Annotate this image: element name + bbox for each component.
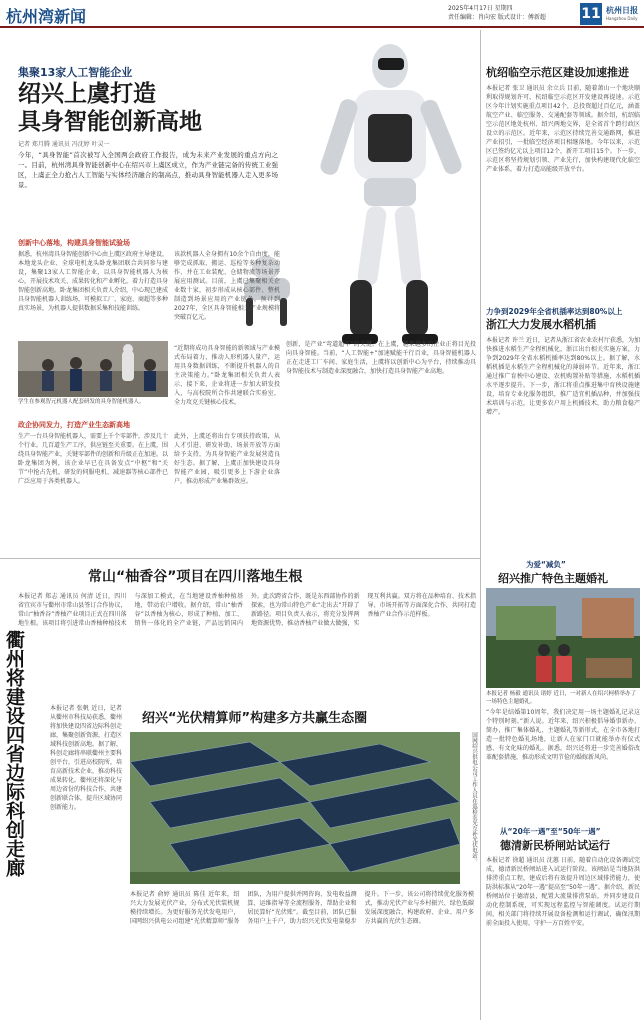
- right-mid-headline: 浙江大力发展水稻机插: [486, 318, 596, 331]
- lead-body-6: 创新，是产业“弯道超车”的关键。在上虞，越来越多的企业正将目光投向具身智能。当前，“人工智能+”加速赋能千行百业，具身智能机器人正在走进工厂车间、家庭生活，上虞将以创新中心为平台，持续推动具身智能技术与制造业深度融合，加快打造具身智能产业高地。: [286, 341, 476, 375]
- right-mid-body: 本报记者 许兰 近日，记者从浙江省农业农村厅获悉，为加快推进水稻生产全程机械化，浙江出台相关实施方案，力争到2029年全省水稻机插率达到80%以上。据了解，水稻机插是水稻生产全程机械化的薄弱环节。近年来，浙江通过推广育秧中心建设、农机购置补贴等措施，水稻机插水平逐步提升。下一步，浙江将重点推进集中育秧设施建设，培育专业化服务组织，推广适宜机插品种，并加强技术培训与示范，让更多农户用上机插技术，助力粮食稳产增产。: [486, 337, 640, 416]
- quzhou-headline: 衢州将建设四省边际科创走廊: [3, 630, 25, 877]
- lead-byline: 记者 郑月腾 通讯员 冯沈婷 叶灵一: [18, 141, 110, 148]
- masthead: [0, 0, 644, 28]
- right-wed-body: “今年是结婚第10周年，我们决定用一场主题婚礼记录这个特别时刻。”新人说。近年来，绍兴积极倡导婚事新办、简办，推广集体婚礼、主题婚礼等新形式，在全市各地打造一批特色婚礼场地，让新人在家门口就能举办有仪式感、有文化味的婚礼。据悉，绍兴还将进一步完善婚俗改革配套措施，推动形成文明节俭的婚嫁新风尚。: [486, 709, 640, 761]
- solar-headline: 绍兴“光伏精算师”构建多方共赢生态圈: [142, 711, 368, 726]
- lead-subhead-1: 创新中心落地，构建具身智能试验场: [18, 239, 130, 247]
- newspaper-logo-en: Hangzhou Daily: [606, 16, 638, 21]
- editor-credits: 责任编辑：肖向宏 版式设计：傅新超: [448, 14, 546, 21]
- middle-headline: 常山“柚香谷”项目在四川落地生根: [88, 569, 303, 585]
- wedding-caption: 本报记者 杨毅 通讯员 诸婷 近日，一对新人在绍兴柯桥举办了一场特色主题婚礼。: [486, 691, 636, 705]
- lead-body-1: 据悉，杭州湾具身智能创新中心由上虞区政府主导建设，本地龙头企业、全球电机龙头卧龙集团联合共同参与建设，集聚13家人工智能企业，以具身智能机器人为核心，开展技术攻关、成果转化和产业孵化，着力打造具身智能创新高地。卧龙集团相关负责人介绍，中心现已建成具身智能机器人训练场，可模拟工厂、家庭、商超等多种真实场景，为机器人提供数据采集和技能训练。: [18, 251, 168, 312]
- date-line: [448, 4, 574, 22]
- section-title: 杭州湾新闻: [6, 7, 87, 26]
- divider: [0, 558, 480, 559]
- right-top-body: 本报记者 张卫 通讯员 余立兵 目前，随着萧山一个地块顺利取得规划许可，杭绍临空示范区开发建设再提速。示范区今年计划实施重点项目42个，总投资超过百亿元，涵盖航空产业、临空服务、交通配套等领域。据介绍，杭绍临空示范区地处杭州、绍兴两地交界，是全省首个跨行政区设立的示范区。近年来，示范区持续完善交通路网，推进产业招引，一批临空经济项目相继落地。今年以来，示范区已签约亿元以上项目12个，新开工项目15个。下一步，示范区将坚持规划引领、产业先行，加快构建现代化临空产业体系，着力打造高能级开放平台。: [486, 85, 640, 173]
- right-top-headline: 杭绍临空示范区建设加速推进: [486, 66, 629, 79]
- right-wed-headline: 绍兴推广特色主题婚礼: [498, 572, 608, 585]
- divider: [480, 30, 481, 1020]
- lead-body-3: 该款机器人全身拥有10余个自由度，能够完成抓取、搬运、巡检等多种复杂动作，并在工业装配、仓储物流等场景开展应用测试。目前，上虞已集聚相关企业数十家，初步形成从核心部件、整机制造到场景应用的产业链条，预计到2027年，全区具身智能相关产业规模将突破百亿元。: [174, 251, 280, 321]
- lead-body-5: 此外，上虞还将出台专项扶持政策，从人才引进、研发补助、场景开放等方面给予支持，为具身智能产业发展营造良好生态。据了解，上虞正加快建设具身智能产业园，吸引更多上下游企业落户，推动形成产业集群效应。: [174, 433, 280, 485]
- newspaper-logo: 杭州日报: [606, 6, 638, 15]
- lead-headline-line2: 具身智能创新高地: [18, 109, 202, 135]
- humanoid-robot-image: [282, 28, 478, 350]
- lead-kicker: 集聚13家人工智能企业: [18, 66, 133, 79]
- right-bot-headline: 德清新民桥闸站试运行: [500, 839, 610, 852]
- lead-photo-caption: 学生在参观智元机器人配套研发的具身智能机器人。: [18, 399, 145, 405]
- lead-headline-line1: 绍兴上虞打造: [18, 81, 156, 107]
- right-bot-kicker: 从“20年一遇”至“50年一遇”: [500, 827, 601, 836]
- solar-body: 本报记者 俞婷 通讯员 陈佳 近年来，绍兴大力发展光伏产业，分布式光伏装机规模持续增长。为更好服务光伏发电用户，国网绍兴供电公司组建“光伏精算师”服务团队，为用户提供并网咨询、发电收益测算、运维指导等全流程服务，帮助企业和居民算好“光伏账”。截至目前，团队已服务用户上千户，助力绍兴光伏发电量稳步提升。下一步，该公司将持续优化服务模式，推动光伏产业与乡村振兴、绿色低碳发展深度融合，构建政府、企业、用户多方共赢的光伏生态圈。: [130, 891, 474, 925]
- lead-intro: 今年，“具身智能”首次被写入全国两会政府工作报告，成为未来产业发展的重点方向之一。目前，杭州湾具身智能创新中心在绍兴市上虞区成立，作为产业链完备的传统工业强区，上虞正全力抢占人工智能与实体经济融合的制高点，推动具身智能机器人走入更多场景。: [18, 151, 278, 189]
- solar-side-caption: 国网绍兴供电公司工作人员在巡检农光互补光伏电站。: [471, 732, 477, 864]
- page-number: 11: [580, 3, 602, 25]
- lead-subhead-2: 政企协同发力，打造产业生态新高地: [18, 421, 130, 429]
- middle-body: 本报记者 郑志 通讯员 何清 近日，四川省宜宾市与衢州市常山县签订合作协议，常山“柚香谷”香柚产业项目正式在四川落地生根。该项目将引进常山香柚种植技术与深加工模式，在当地建设香柚种植基地，带动农户增收。据介绍，常山“柚香谷”以香柚为核心，形成了种植、加工、销售一体化的全产业链，产品远销国内外。此次跨省合作，既是东西部协作的新探索，也为常山特色产业“走出去”开辟了新路径。项目负责人表示，将充分发挥两地资源优势，推动香柚产业做大做强，实现互利共赢。双方将在品种培育、技术指导、市场开拓等方面深化合作，共同打造香柚产业合作示范样板。: [18, 593, 476, 627]
- right-mid-kicker: 力争到2029年全省机插率达到80%以上: [486, 307, 623, 316]
- right-bot-body: 本报记者 徐超 通讯员 沈蕙 日前，随着自动化设备调试完成，德清新民桥闸站进入试运行阶段。该闸站是当地防洪排涝重点工程，建成后将有效提升周边区域排涝能力，使防洪标准从“20年一遇”提高至“50年一遇”。据介绍，新民桥闸站位于德清县，配置大流量排涝泵站，并同步建设自动化控制系统，可实现远程监控与智能调度。试运行期间，相关部门将持续开展设备检测和运行调试，确保汛期前全面投入使用，守护一方百姓平安。: [486, 857, 640, 927]
- right-wed-kicker: 为爱“减负”: [526, 560, 566, 569]
- lead-body-4: “近期将成功具身智能的新领域与产业模式布局着力，推动人形机器人量产，运用具身数据训练，不断提升机器人的自主决策能力。”卧龙集团相关负责人表示，接下来，企业将进一步加大研发投入，与高校院所合作共建联合实验室，全力攻克关键核心技术。: [174, 345, 280, 406]
- solar-farm-image: [130, 732, 460, 884]
- lead-photo: [18, 341, 168, 397]
- lead-body-2: 生产一台具身智能机器人，需要上千个零部件，涉及几十个行业。几百道生产工序，供应链至关重要。在上虞，围绕具身智能产业，关键零部件的创新和升级正在加速。以卧龙集团为例，该企业早已在具备发点“中枢”和“关节”中抢占先机，研发的伺服电机、减速器等核心部件已广泛应用于各类机器人。: [18, 433, 168, 485]
- issue-date: 2025年4月17日 星期四: [448, 5, 513, 12]
- quzhou-body: 本报记者 张帆 近日，记者从衢州市科技局获悉，衢州将加快建设四省边际科创走廊，集聚创新资源，打造区域科技创新高地。据了解，科创走廊将串联衢州主要科创平台，引进高校院所，培育高新技术企业，推动科技成果转化。衢州还将深化与周边省份的科技合作，共建创新联合体，提升区域协同创新能力。: [50, 705, 122, 811]
- wedding-photo: [486, 588, 640, 688]
